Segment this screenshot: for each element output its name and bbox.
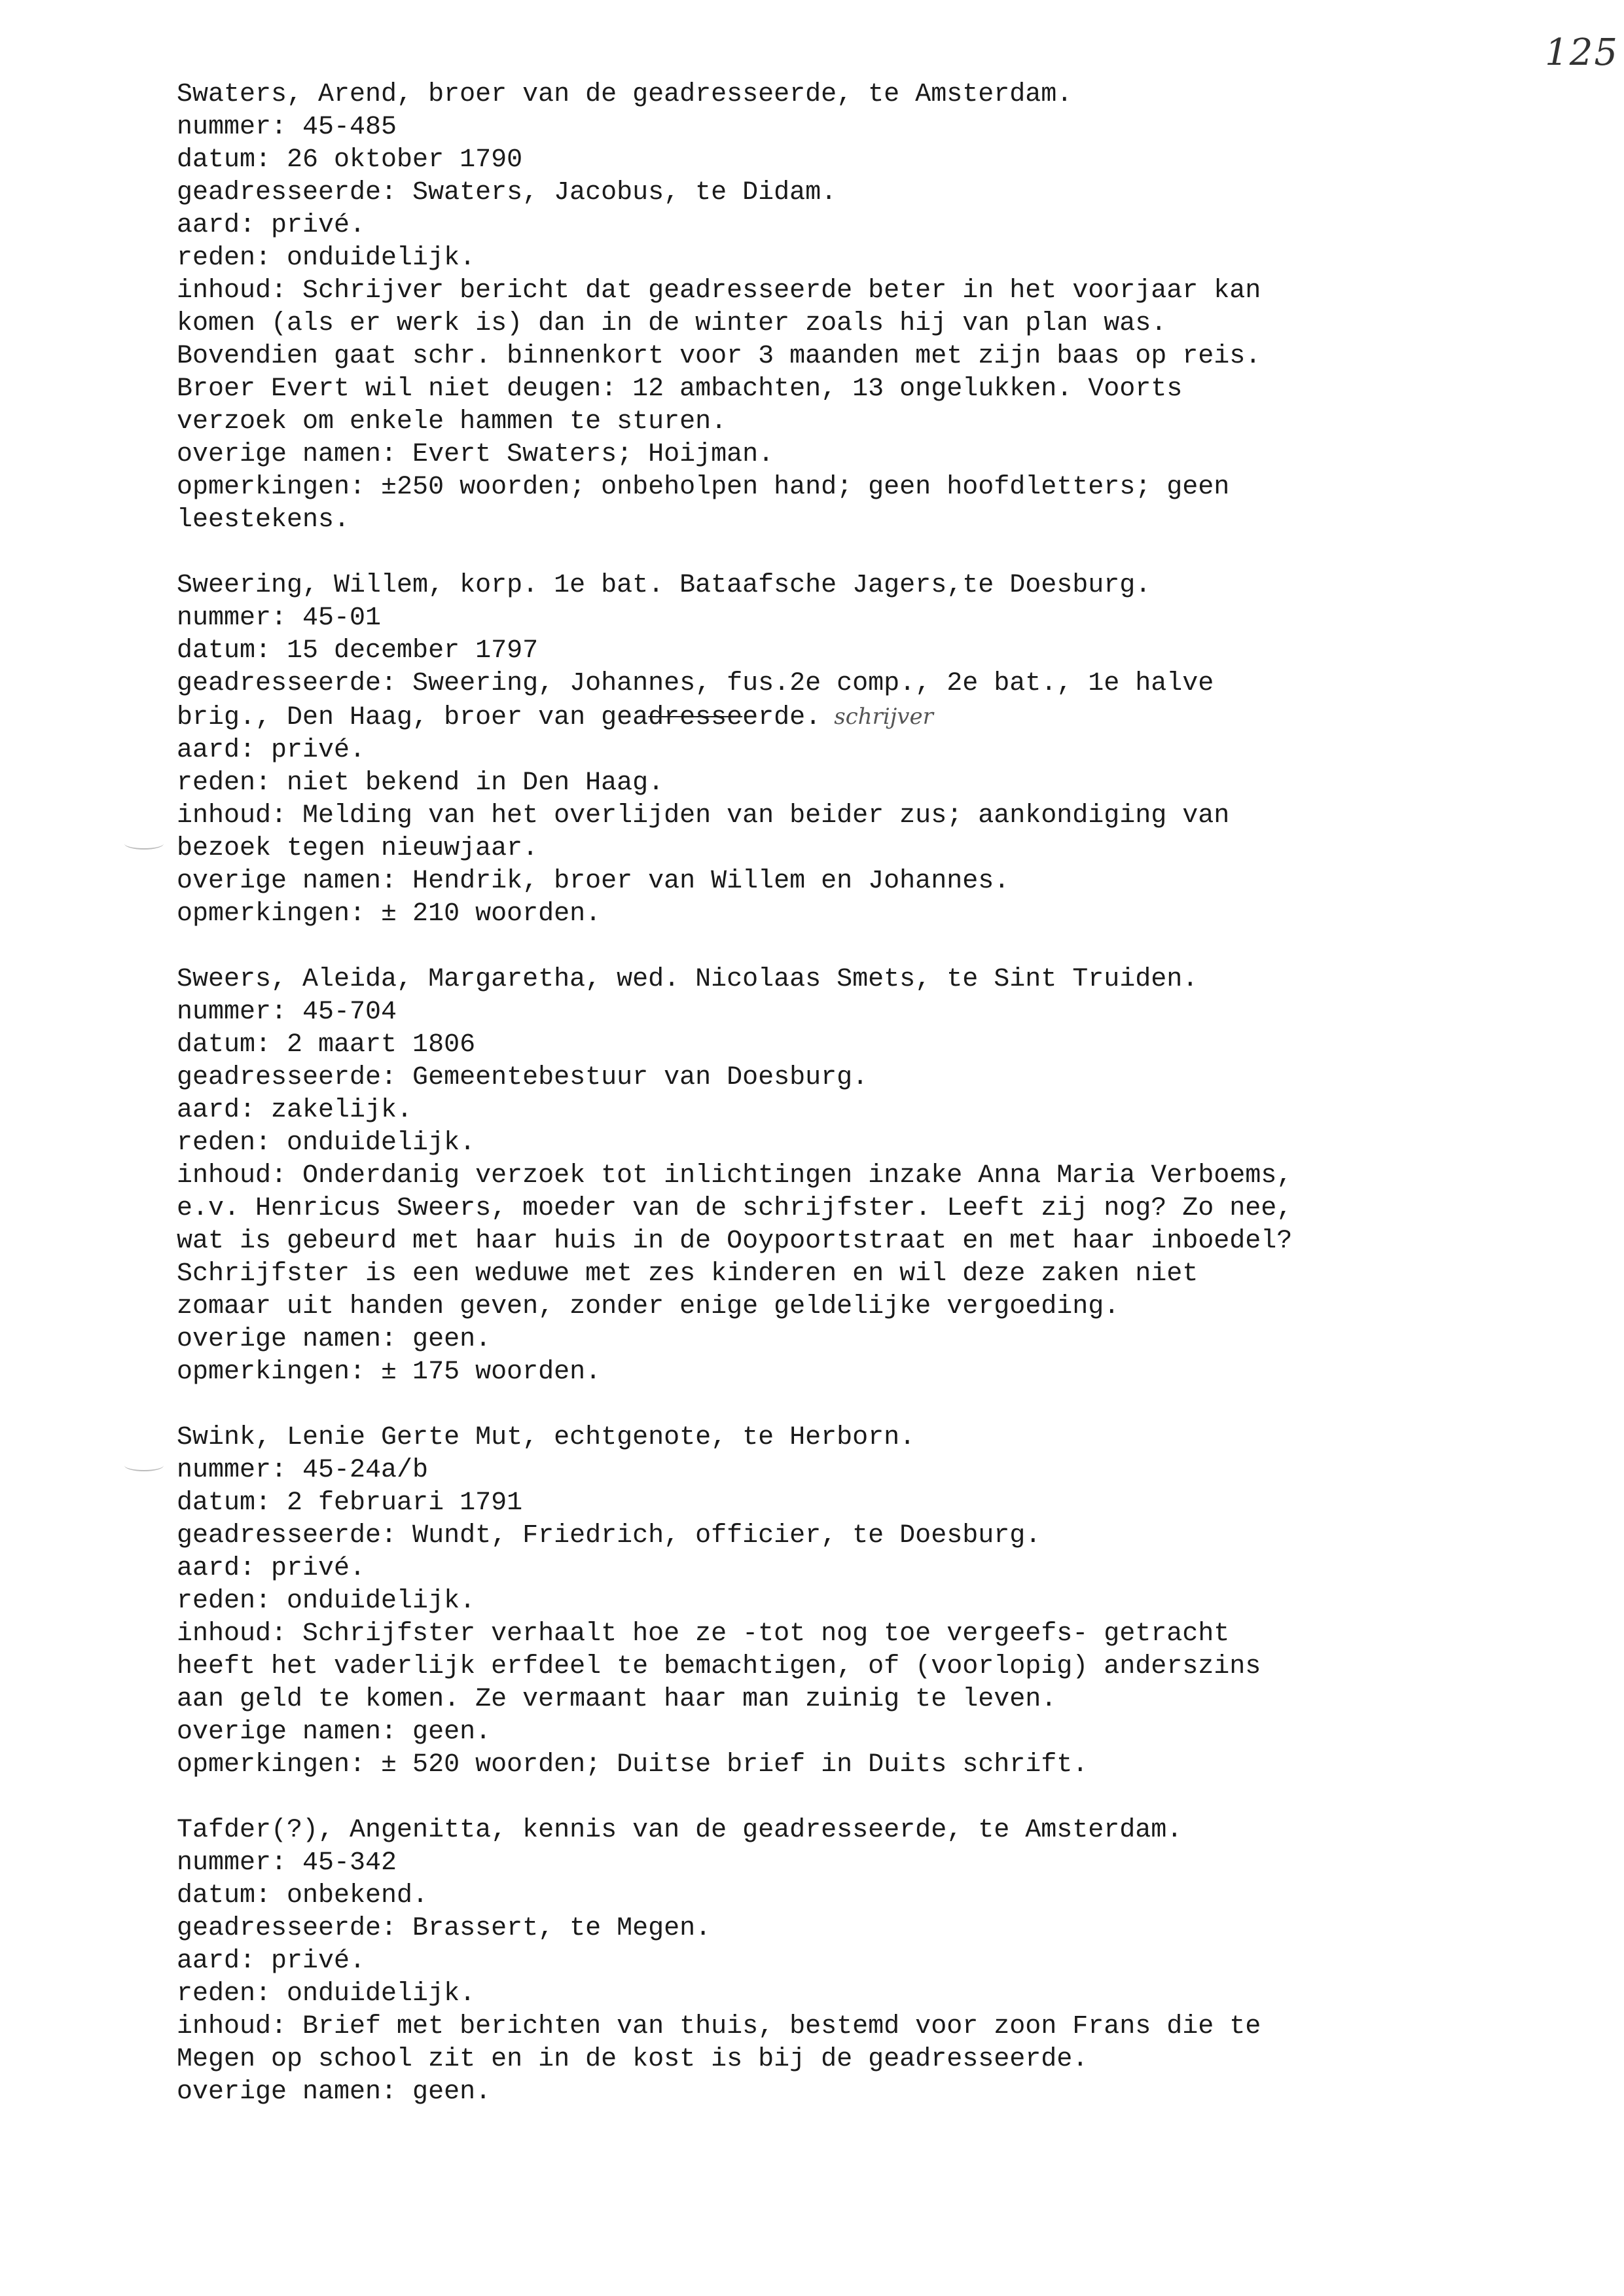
letter-entry <box>177 569 1486 931</box>
entry-inhoud: inhoud: Melding van het overlijden van beider zus; aankondiging van <box>177 801 1230 831</box>
entry-nummer: nummer: 45-01 <box>177 603 382 633</box>
entry-heading: Swink, Lenie Gerte Mut, echtgenote, te Herborn. <box>177 1423 916 1452</box>
entry-geadresseerde <box>177 700 1486 734</box>
letter-entry <box>177 963 1486 1389</box>
geadresseerde-text: brig., Den Haag, broer van gea <box>177 703 649 732</box>
entry-opmerkingen: opmerkingen: ± 210 woorden. <box>177 899 602 929</box>
entry-nummer: nummer: 45-24a/b <box>177 1456 429 1485</box>
entry-opmerkingen: opmerkingen: ± 520 woorden; Duitse brief in Duits schrift. <box>177 1750 1089 1780</box>
entry-heading: Sweers, Aleida, Margaretha, wed. Nicolaas Smets, te Sint Truiden. <box>177 965 1199 994</box>
entry-inhoud: Megen op school zit en in de kost is bij de geadresseerde. <box>177 2045 1089 2074</box>
entry-opmerkingen: opmerkingen: ± 175 woorden. <box>177 1357 602 1387</box>
letter-entry <box>177 79 1486 537</box>
entry-geadresseerde: geadresseerde: Brassert, te Megen. <box>177 1914 712 1943</box>
entry-reden: reden: onduidelijk. <box>177 1979 476 2009</box>
entry-datum: datum: 15 december 1797 <box>177 636 539 666</box>
entry-overige-namen: overige namen: geen. <box>177 1325 492 1354</box>
entry-inhoud: bezoek tegen nieuwjaar. <box>177 834 539 863</box>
document-body <box>177 79 1486 2142</box>
entry-overige-namen: overige namen: geen. <box>177 1717 492 1747</box>
entry-opmerkingen: opmerkingen: ±250 woorden; onbeholpen hand; geen hoofdletters; geen <box>177 473 1230 502</box>
entry-datum: datum: 26 oktober 1790 <box>177 145 523 175</box>
entry-geadresseerde: geadresseerde: Gemeentebestuur van Doesburg. <box>177 1063 869 1092</box>
entry-inhoud: wat is gebeurd met haar huis in de Ooypoortstraat en met haar inboedel? <box>177 1227 1293 1256</box>
entry-inhoud: inhoud: Onderdanig verzoek tot inlichtingen inzake Anna Maria Verboems, <box>177 1161 1293 1191</box>
entry-aard: aard: privé. <box>177 736 366 765</box>
entry-inhoud: aan geld te komen. Ze vermaant haar man zuinig te leven. <box>177 1685 1057 1714</box>
entry-inhoud: Schrijfster is een weduwe met zes kinderen en wil deze zaken niet <box>177 1259 1199 1289</box>
margin-mark <box>124 1460 164 1471</box>
margin-mark <box>124 838 164 850</box>
handwritten-annotation: schrijver <box>834 704 933 730</box>
entry-inhoud: komen (als er werk is) dan in de winter zoals hij van plan was. <box>177 309 1167 338</box>
entry-inhoud: inhoud: Schrijver bericht dat geadresseerde beter in het voorjaar kan <box>177 276 1261 306</box>
entry-reden: reden: onduidelijk. <box>177 1587 476 1616</box>
entry-reden: reden: onduidelijk. <box>177 1128 476 1158</box>
entry-inhoud: e.v. Henricus Sweers, moeder van de schrijfster. Leeft zij nog? Zo nee, <box>177 1194 1293 1223</box>
entry-datum: datum: 2 februari 1791 <box>177 1488 523 1518</box>
entry-inhoud: inhoud: Brief met berichten van thuis, bestemd voor zoon Frans die te <box>177 2012 1261 2041</box>
struck-text: dresse <box>648 703 743 732</box>
entry-aard: aard: privé. <box>177 211 366 240</box>
entry-aard: aard: privé. <box>177 1946 366 1976</box>
page-number: 125 <box>1545 31 1619 74</box>
entry-inhoud: zomaar uit handen geven, zonder enige geldelijke vergoeding. <box>177 1292 1120 1321</box>
entry-aard: aard: zakelijk. <box>177 1096 413 1125</box>
entry-nummer: nummer: 45-704 <box>177 997 397 1027</box>
entry-inhoud: verzoek om enkele hammen te sturen. <box>177 407 727 437</box>
entry-overige-namen: overige namen: Hendrik, broer van Willem en Johannes. <box>177 867 1010 896</box>
entry-reden: reden: onduidelijk. <box>177 243 476 273</box>
entry-heading: Swaters, Arend, broer van de geadresseerde, te Amsterdam. <box>177 80 1073 109</box>
entry-opmerkingen: leestekens. <box>177 505 350 535</box>
letter-entry <box>177 1422 1486 1782</box>
entry-overige-namen: overige namen: geen. <box>177 2077 492 2107</box>
entry-geadresseerde: geadresseerde: Sweering, Johannes, fus.2e comp., 2e bat., 1e halve <box>177 669 1214 698</box>
entry-inhoud: heeft het vaderlijk erfdeel te bemachtigen, of (voorlopig) anderszins <box>177 1652 1261 1681</box>
entry-geadresseerde: geadresseerde: Wundt, Friedrich, officier, te Doesburg. <box>177 1521 1041 1551</box>
entry-datum: datum: onbekend. <box>177 1881 429 1910</box>
entry-inhoud: Bovendien gaat schr. binnenkort voor 3 maanden met zijn baas op reis. <box>177 342 1261 371</box>
entry-nummer: nummer: 45-342 <box>177 1848 397 1878</box>
entry-nummer: nummer: 45-485 <box>177 113 397 142</box>
entry-heading: Sweering, Willem, korp. 1e bat. Bataafsche Jagers,te Doesburg. <box>177 571 1151 600</box>
entry-reden: reden: niet bekend in Den Haag. <box>177 768 664 798</box>
entry-aard: aard: privé. <box>177 1554 366 1583</box>
letter-entry <box>177 1814 1486 2109</box>
entry-overige-namen: overige namen: Evert Swaters; Hoijman. <box>177 440 774 469</box>
entry-heading: Tafder(?), Angenitta, kennis van de geadresseerde, te Amsterdam. <box>177 1816 1183 1845</box>
entry-datum: datum: 2 maart 1806 <box>177 1030 476 1060</box>
entry-inhoud: Broer Evert wil niet deugen: 12 ambachten, 13 ongelukken. Voorts <box>177 374 1183 404</box>
entry-geadresseerde: geadresseerde: Swaters, Jacobus, te Didam. <box>177 178 837 207</box>
geadresseerde-text: erde. <box>742 703 821 732</box>
entry-inhoud: inhoud: Schrijfster verhaalt hoe ze -tot nog toe vergeefs- getracht <box>177 1619 1230 1649</box>
